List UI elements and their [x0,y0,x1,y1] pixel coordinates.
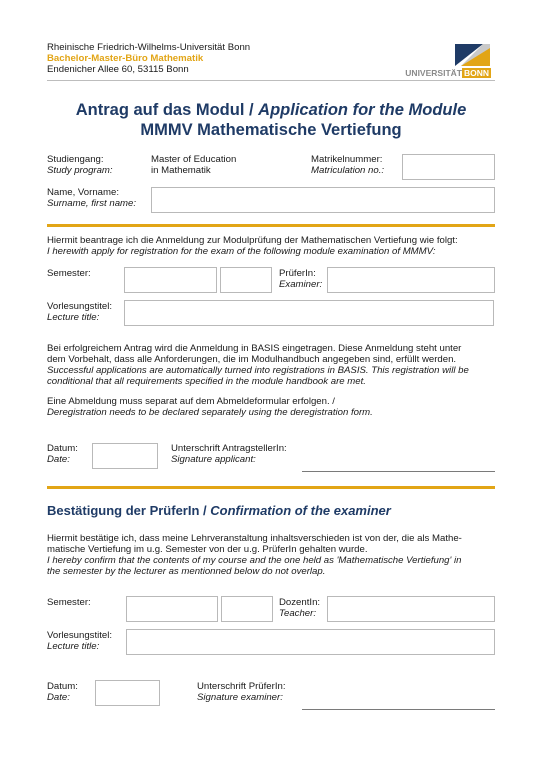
name-label: Name, Vorname: Surname, first name: [47,187,137,209]
signature-applicant-line[interactable] [302,471,495,472]
header-divider [47,80,495,81]
semester-year-input[interactable] [220,267,272,293]
signature-examiner-line[interactable] [302,709,495,710]
confirm-lecture-input[interactable] [126,629,495,655]
title-de: Antrag auf das Modul / [75,101,259,119]
office-address: Endenicher Allee 60, 53115 Bonn [47,64,189,75]
confirm-semester-label: Semester: [47,597,91,608]
dozent-input[interactable] [327,596,495,622]
confirm-lecture-label: Vorlesungstitel: Lecture title: [47,630,113,652]
logo-mark-icon [395,40,495,68]
confirm-datum-label: Datum: Date: [47,681,78,703]
confirmation-text: Hiermit bestätige ich, dass meine Lehrveranstaltung inhaltsverschieden ist von der, die als Mathe- matische Vertiefung im u.g. Semester von der u.g. PrüferIn gehalten wurde. I hereby confirm that the contents of my course and the one held as 'Mathematische Vertiefung' in the semester by the lecturer as mentionned below do not overlap. [47,533,462,577]
registration-note: Bei erfolgreichem Antrag wird die Anmeldung in BASIS eingetragen. Diese Anmeldung steht unter dem Vorbehalt, dass alle Anforderungen, die im Modulhandbuch angegeben sind, erfüllt werden. Successful applications are automatically turned into registrations in BASIS. This registration will be conditional that all requirements specified in the module handbook are met. [47,343,469,387]
university-logo [395,40,495,80]
pruefer-label: PrüferIn: Examiner: [279,268,323,290]
confirm-semester-input[interactable] [126,596,218,622]
section-divider-2 [47,486,495,489]
signature-applicant-label: Unterschrift AntragstellerIn: Signature applicant: [171,443,287,465]
section-divider-1 [47,224,495,227]
semester-input[interactable] [124,267,217,293]
application-intro: Hiermit beantrage ich die Anmeldung zur Modulprüfung der Mathematischen Vertiefung wie folgt: I herewith apply for registration for the exam of the following module examination of MMMV: [47,235,458,257]
confirmation-heading: Bestätigung der PrüferIn / Confirmation of the examiner [47,503,391,518]
deregistration-note: Eine Abmeldung muss separat auf dem Abmeldeformular erfolgen. / Deregistration needs to be declared separately using the deregistration form. [47,396,373,418]
semester-label: Semester: [47,268,91,279]
header-block [47,42,250,75]
title-en: Application for the Module [258,101,467,119]
date-input[interactable] [92,443,158,469]
dozent-label: DozentIn: Teacher: [279,597,321,619]
lecture-input[interactable] [124,300,494,326]
datum-label: Datum: Date: [47,443,78,465]
signature-examiner-label: Unterschrift PrüferIn: Signature examiner: [197,681,286,703]
name-input[interactable] [151,187,495,213]
confirm-date-input[interactable] [95,680,160,706]
logo-text-bonn: BONN [463,68,489,78]
pruefer-input[interactable] [327,267,495,293]
title-module: MMMV Mathematische Vertiefung [140,121,402,139]
studiengang-label: Studiengang: Study program: [47,154,113,176]
lecture-label: Vorlesungstitel: Lecture title: [47,301,113,323]
university-name: Rheinische Friedrich-Wilhelms-Universität Bonn [47,42,251,53]
matrikel-input[interactable] [402,154,495,180]
matrikel-label: Matrikelnummer: Matriculation no.: [311,154,385,176]
office-name: Bachelor-Master-Büro Mathematik [47,53,204,64]
document-title [47,100,495,140]
program-value: Master of Education in Mathematik [151,154,237,176]
confirm-semester-year-input[interactable] [221,596,273,622]
logo-text-universitaet: UNIVERSITÄT [405,68,462,78]
